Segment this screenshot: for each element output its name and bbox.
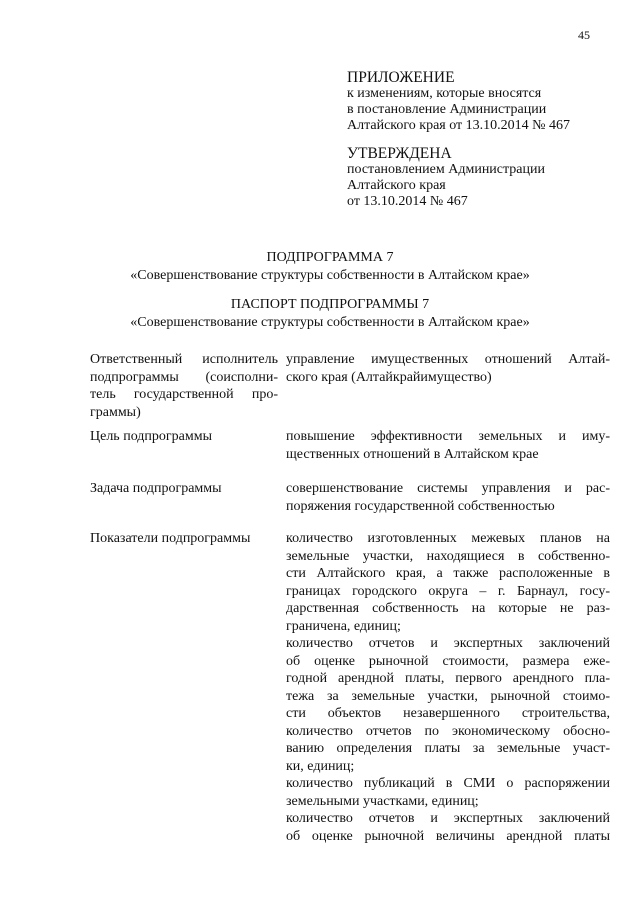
row-value <box>286 428 610 480</box>
value-line: повышение эффективности земельных и иму- <box>286 429 610 444</box>
row-label <box>90 480 278 530</box>
approval-line: от 13.10.2014 № 467 <box>347 194 468 209</box>
passport-title: ПАСПОРТ ПОДПРОГРАММЫ 7 <box>230 297 430 312</box>
label-line: подпрограммы (соисполни- <box>90 369 278 385</box>
value-line: земельные участки, находящиеся в собственно- <box>286 548 610 564</box>
row-label <box>90 428 278 480</box>
subprogram-name: «Совершенствование структуры собственности в Алтайском крае» <box>130 268 530 283</box>
label-line: Ответственный исполнитель <box>90 352 278 367</box>
value-line: об оценке рыночной стоимости, размера еже- <box>286 653 610 669</box>
page-number: 45 <box>578 28 590 42</box>
value-line: сти Алтайского края, а также расположенные в <box>286 566 610 581</box>
row-label <box>90 530 278 845</box>
value-line: управление имущественных отношений Алтай- <box>286 352 610 367</box>
subprogram-title: ПОДПРОГРАММА 7 <box>266 250 394 265</box>
passport-row-task <box>90 480 610 530</box>
approval-heading: УТВЕРЖДЕНА <box>347 145 452 162</box>
value-line: земельными участками, единиц; <box>286 793 479 809</box>
passport-row-indicators <box>90 530 610 845</box>
value-line: количество отчетов и экспертных заключений <box>286 636 610 651</box>
value-line: ки, единиц; <box>286 758 355 774</box>
value-line: совершенствование системы управления и рас- <box>286 481 610 496</box>
value-line: годной арендной платы, первого арендного пла- <box>286 671 610 686</box>
value-line: количество отчетов по экономическому обосно- <box>286 723 610 739</box>
label-line: Задача подпрограммы <box>90 481 222 496</box>
passport-row-goal <box>90 428 610 480</box>
passport-heading <box>60 296 600 332</box>
value-line: щественных отношений в Алтайском крае <box>286 446 539 462</box>
value-line: поряжения государственной собственностью <box>286 498 555 514</box>
passport-table <box>90 351 610 845</box>
label-line: Показатели подпрограммы <box>90 531 251 546</box>
value-line: граничена, единиц; <box>286 618 401 634</box>
value-line: об оценке рыночной величины арендной платы <box>286 828 610 844</box>
passport-row-responsible <box>90 351 610 428</box>
approval-line: Алтайского края <box>347 178 446 193</box>
value-line: количество публикаций в СМИ о распоряжении <box>286 776 610 791</box>
annex-line: Алтайского края от 13.10.2014 № 467 <box>347 118 571 133</box>
approval-line: постановлением Администрации <box>347 162 545 177</box>
annex-line: к изменениям, которые вносятся <box>347 86 542 101</box>
annex-line: в постановление Администрации <box>347 102 547 117</box>
annex-block <box>347 69 627 134</box>
value-line: количество изготовленных межевых планов на <box>286 531 610 546</box>
annex-heading: ПРИЛОЖЕНИЕ <box>347 69 455 86</box>
label-line: Цель подпрограммы <box>90 429 212 444</box>
value-line: тежа за земельные участки, рыночной стоимо- <box>286 688 610 704</box>
value-line: сти объектов незавершенного строительства, <box>286 706 610 721</box>
value-line: границах городского округа – г. Барнаул, госу- <box>286 583 610 599</box>
label-line: граммы) <box>90 404 141 420</box>
label-line: тель государственной про- <box>90 387 278 402</box>
passport-name: «Совершенствование структуры собственности в Алтайском крае» <box>130 315 530 330</box>
row-label <box>90 351 278 428</box>
value-line: ванию определения платы за земельные участ- <box>286 741 610 756</box>
value-line: дарственная собственность на которые не раз- <box>286 601 610 616</box>
subprogram-heading <box>60 249 600 285</box>
row-value <box>286 480 610 530</box>
value-line: количество отчетов и экспертных заключений <box>286 811 610 826</box>
row-value <box>286 351 610 428</box>
row-value <box>286 530 610 845</box>
value-line: ского края (Алтайкрайимущество) <box>286 369 492 385</box>
approval-block <box>347 145 627 210</box>
